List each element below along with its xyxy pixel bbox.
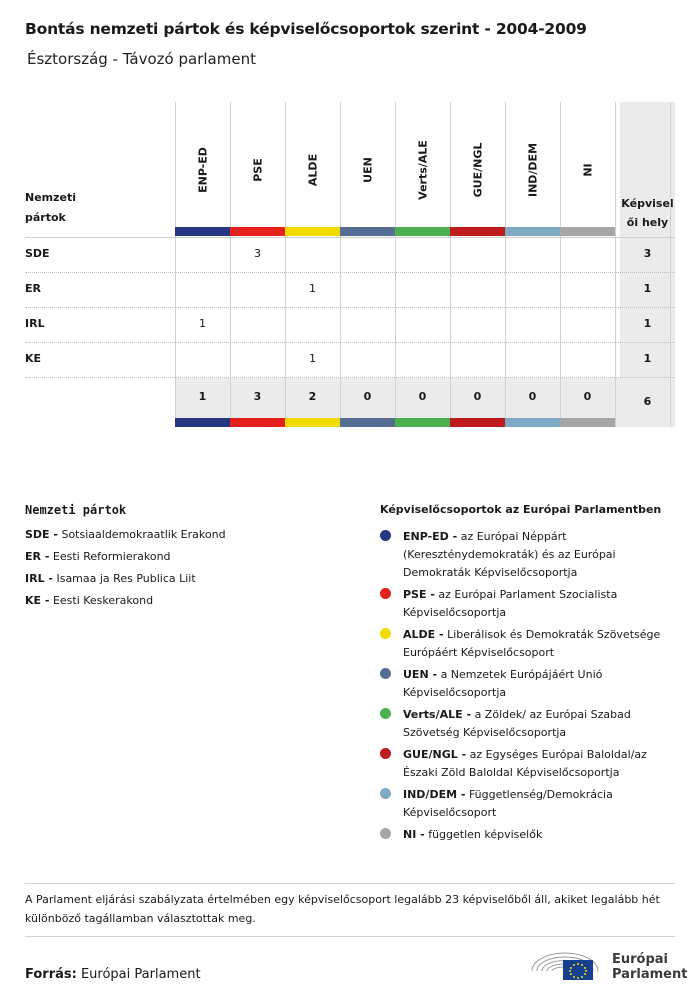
national-party-legend-item [25,594,226,616]
divider [25,936,675,937]
group-color-bar [395,418,450,427]
row-total-seats: 1 [643,352,652,365]
party-row-label: SDE [25,247,50,260]
national-parties-legend-title: Nemzeti pártok [25,503,127,517]
group-abbreviation: UEN - [403,668,438,681]
group-color-dot-icon [380,708,391,719]
group-legend-item [380,786,675,822]
group-legend-item [380,706,675,742]
page-title: Bontás nemzeti pártok és képviselőcsoportok szerint - 2004-2009 [25,20,587,38]
row-total-seats: 3 [643,247,652,260]
national-party-legend-item [25,528,226,550]
group-total-cell: 0 [583,390,592,403]
group-abbreviation: ALDE - [403,628,444,641]
row-total-seats: 1 [643,317,652,330]
group-name: az Egységes Európai Baloldal/az Északi Zöld Baloldal Képviselőcsoportja [403,748,647,779]
party-name: Sotsiaaldemokraatlik Erakond [61,528,226,541]
group-color-bar [230,227,285,236]
party-name: Eesti Keskerakond [52,594,154,607]
seats-header: Képvisel ői hely [621,197,674,229]
group-color-bar [340,418,395,427]
group-color-dot-icon [380,828,391,839]
seat-count-cell: 1 [309,282,316,295]
group-header-guengl [450,102,505,227]
group-total-cell: 2 [308,390,317,403]
party-abbreviation: ER - [25,550,50,563]
group-color-bar [285,227,340,236]
group-header-uen [340,102,395,227]
group-header-label: ENP-ED [196,147,209,193]
group-total-cell: 0 [418,390,427,403]
group-header-label: ALDE [306,153,319,187]
seat-count-cell: 1 [199,317,206,330]
group-color-bar [230,418,285,427]
group-name: az Európai Parlament Szocialista Képviselőcsoportja [403,588,618,619]
group-total-cell: 0 [363,390,372,403]
seat-count-cell: 3 [254,247,261,260]
group-name: a Nemzetek Európájáért Unió Képviselőcsoportja [403,668,603,699]
group-total-cell: 0 [473,390,482,403]
group-color-bar [175,227,230,236]
footnote: A Parlament eljárási szabályzata értelmében egy képviselőcsoport legalább 23 képviselőből áll, akiket legalább hét különböző tagállamban választottak meg. [25,893,660,925]
party-name: Eesti Reformierakond [52,550,171,563]
group-header-pse [230,102,285,227]
group-legend-item [380,666,675,702]
group-legend-item [380,826,675,844]
party-abbreviation: SDE - [25,528,58,541]
column-divider [670,102,671,427]
group-color-dot-icon [380,788,391,799]
party-abbreviation: IRL - [25,572,53,585]
party-row-label: IRL [25,317,45,330]
group-color-bar [340,227,395,236]
group-color-bar [505,227,560,236]
group-color-bar [450,418,505,427]
group-total-cell: 0 [528,390,537,403]
group-header-label: IND/DEM [526,142,539,198]
group-abbreviation: IND/DEM - [403,788,466,801]
group-header-vertsale [395,102,450,227]
party-row-label: KE [25,352,42,365]
source-label: Forrás: [25,967,77,982]
group-name: Liberálisok és Demokraták Szövetsége Európáért Képviselőcsoport [403,628,661,659]
group-name: az Európai Néppárt (Kereszténydemokraták) és az Európai Demokraták Képviselőcsoportja [403,530,616,579]
group-header-label: PSE [251,158,264,182]
group-header-inddem [505,102,560,227]
group-abbreviation: ENP-ED - [403,530,458,543]
national-parties-header: Nemzeti pártok [25,191,77,224]
groups-legend [380,528,675,848]
national-party-legend-item [25,572,226,594]
groups-legend-title: Képviselőcsoportok az Európai Parlamentben [380,503,662,516]
group-header-enped [175,102,230,227]
row-divider [25,272,675,273]
group-abbreviation: PSE - [403,588,435,601]
group-total-cell: 3 [253,390,262,403]
column-divider [615,102,616,427]
grand-total-seats: 6 [643,395,652,408]
group-header-label: Verts/ALE [416,140,429,200]
group-legend-item [380,586,675,622]
group-color-dot-icon [380,748,391,759]
group-color-bar [560,227,615,236]
page-subtitle: Észtország - Távozó parlament [27,50,256,68]
group-abbreviation: Verts/ALE - [403,708,472,721]
row-divider [25,307,675,308]
party-row-label: ER [25,282,41,295]
group-color-bar [560,418,615,427]
group-name: független képviselők [428,828,543,841]
group-color-bar [395,227,450,236]
source-value: Európai Parlament [80,967,201,982]
group-abbreviation: NI - [403,828,425,841]
source [25,967,201,982]
group-header-label: UEN [361,157,374,183]
row-total-seats: 1 [643,282,652,295]
party-abbreviation: KE - [25,594,50,607]
group-header-label: GUE/NGL [471,142,484,198]
group-color-dot-icon [380,668,391,679]
row-divider [25,237,675,238]
group-abbreviation: GUE/NGL - [403,748,467,761]
group-header-ni [560,102,615,227]
party-name: Isamaa ja Res Publica Liit [56,572,196,585]
group-color-bar [285,418,340,427]
group-name: a Zöldek/ az Európai Szabad Szövetség Képviselőcsoportja [403,708,631,739]
row-divider [25,377,675,378]
divider [25,883,675,884]
group-color-dot-icon [380,530,391,541]
group-legend-item [380,746,675,782]
logo-text: Európai Parlament [612,952,688,982]
group-header-alde [285,102,340,227]
group-color-bar [450,227,505,236]
national-parties-legend [25,528,226,616]
group-header-label: NI [581,163,594,177]
group-color-dot-icon [380,628,391,639]
row-divider [25,342,675,343]
national-party-legend-item [25,550,226,572]
group-name: Függetlenség/Demokrácia Képviselőcsoport [403,788,613,819]
group-total-cell: 1 [198,390,207,403]
group-legend-item [380,626,675,662]
group-color-bar [175,418,230,427]
seat-count-cell: 1 [309,352,316,365]
group-color-bar [505,418,560,427]
group-legend-item [380,528,675,582]
group-color-dot-icon [380,588,391,599]
